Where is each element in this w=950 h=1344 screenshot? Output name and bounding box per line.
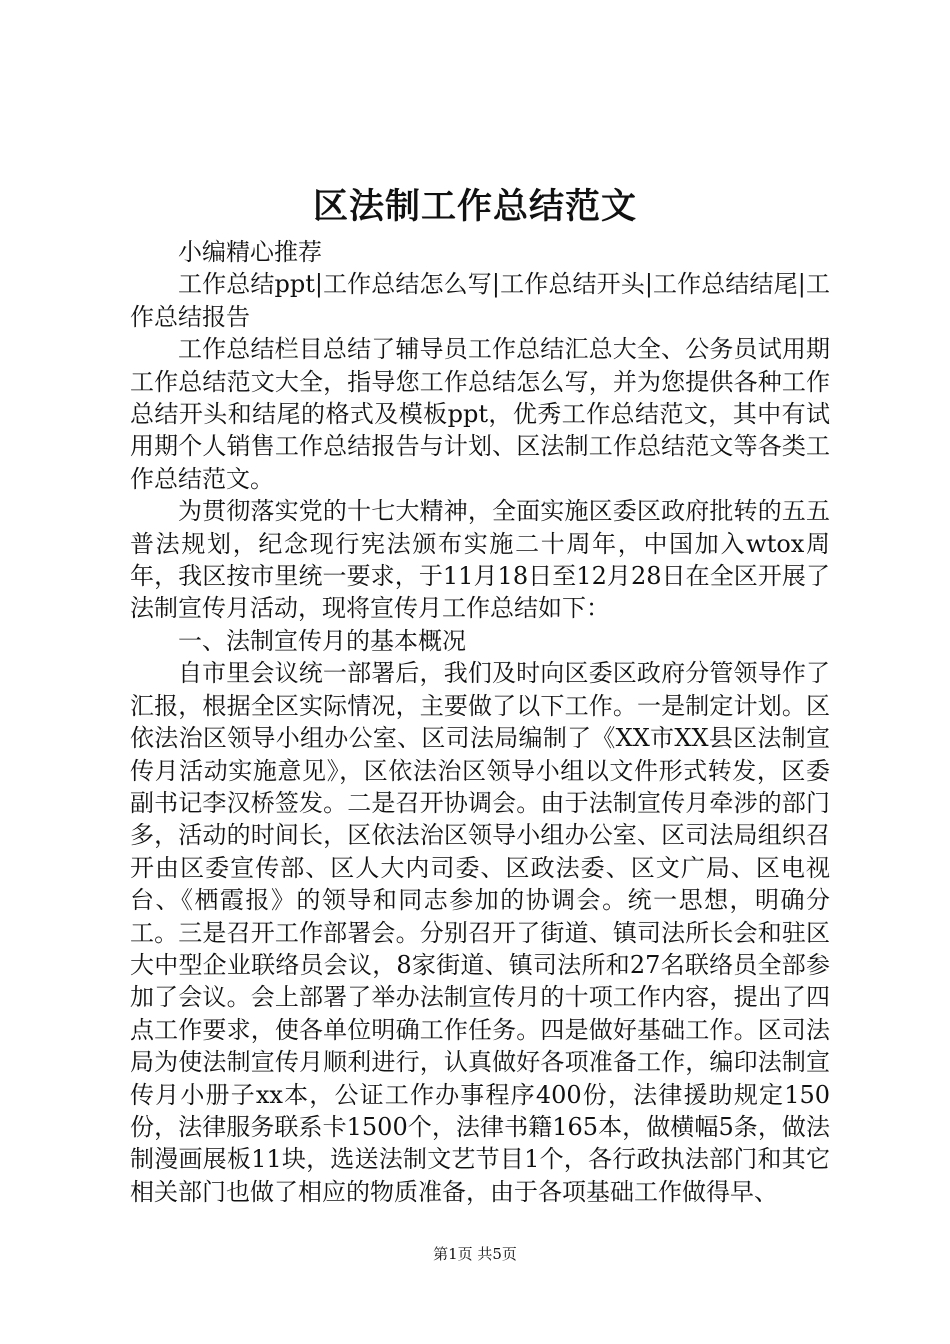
paragraph-overview: 自市里会议统一部署后，我们及时向区委区政府分管领导作了汇报，根据全区实际情况，主要做了以下工作。一是制定计划。区依法治区领导小组办公室、区司法局编制了《XX市XX县区法制宣传月活动实施意见》，区依法治区领导小组以文件形式转发，区委副书记李汉桥签发。二是召开协调会。由于法制宣传月牵涉的部门多，活动的时间长，区依法治区领导小组办公室、区司法局组织召开由区委宣传部、区人大内司委、区政法委、区文广局、区电视台、《栖霞报》的领导和同志参加的协调会。统一思想，明确分工。三是召开工作部署会。分别召开了街道、镇司法所长会和驻区大中型企业联络员会议，8家街道、镇司法所和27名联络员全部参加了会议。会上部署了举办法制宣传月的十项工作内容，提出了四点工作要求，使各单位明确工作任务。四是做好基础工作。区司法局为使法制宣传月顺利进行，认真做好各项准备工作，编印法制宣传月小册子xx本，公证工作办事程序400份，法律援助规定150份，法律服务联系卡1500个，法律书籍165本，做横幅5条，做法制漫画展板11块，选送法制文艺节目1个，各行政执法部门和其它相关部门也做了相应的物质准备，由于各项基础工作做得早、: [130, 659, 830, 1206]
paragraph-links: 工作总结ppt|工作总结怎么写|工作总结开头|工作总结结尾|工作总结报告: [130, 270, 830, 331]
section-heading-overview: 一、法制宣传月的基本概况: [178, 626, 466, 655]
paragraph-recommend: 小编精心推荐: [178, 238, 322, 266]
paragraph-intro: 工作总结栏目总结了辅导员工作总结汇总大全、公务员试用期工作总结范文大全，指导您工作总结怎么写，并为您提供各种工作总结开头和结尾的格式及模板ppt，优秀工作总结范文，其中有试用期个人销售工作总结报告与计划、区法制工作总结范文等各类工作总结范文。: [130, 335, 830, 493]
document-body: [130, 236, 830, 1208]
page-footer: 第1页 共5页: [433, 1245, 517, 1263]
paragraph-background: 为贯彻落实党的十七大精神，全面实施区委区政府批转的五五普法规划，纪念现行宪法颁布实施二十周年，中国加入wtox周年，我区按市里统一要求，于11月18日至12月28日在全区开展了法制宣传月活动，现将宣传月工作总结如下：: [130, 497, 830, 623]
document-title: 区法制工作总结范文: [312, 186, 637, 227]
